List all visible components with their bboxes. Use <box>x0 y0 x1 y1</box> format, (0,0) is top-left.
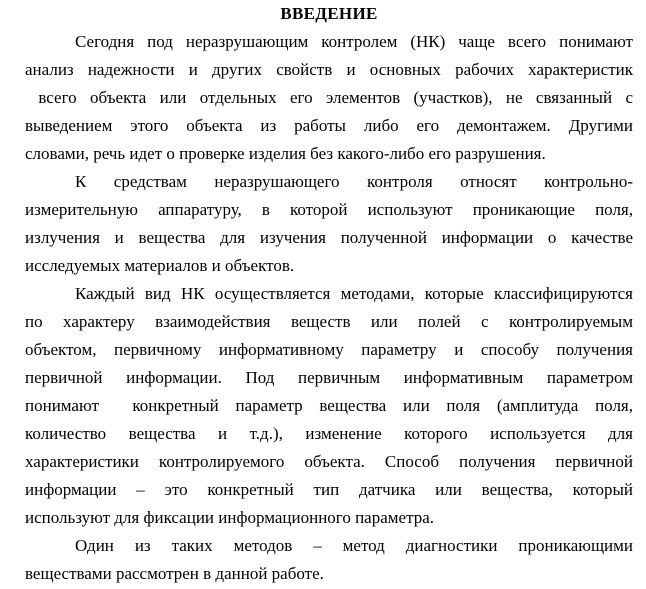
paragraph <box>25 168 633 280</box>
paragraph <box>25 28 633 168</box>
text-line: характеристики контролируемого объекта. Способ получения первичной <box>25 452 633 471</box>
paragraph <box>25 532 633 588</box>
page-title: ВВЕДЕНИЕ <box>280 4 378 23</box>
text-line: измерительную аппаратуру, в которой используют проникающие поля, <box>25 200 633 219</box>
text-line: анализ надежности и других свойств и основных рабочих характеристик <box>25 60 633 79</box>
document-body <box>25 28 633 588</box>
text-line: объектом, первичному информативному параметру и способу получения <box>25 340 633 359</box>
text-line: всего объекта или отдельных его элементов (участков), не связанный с <box>25 88 633 107</box>
text-line: понимают конкретный параметр вещества или поля (амплитуда поля, <box>25 396 633 415</box>
text-line: веществами рассмотрен в данной работе. <box>25 564 324 583</box>
paragraph <box>25 280 633 532</box>
text-line: информации – это конкретный тип датчика или вещества, который <box>25 480 633 499</box>
text-line: количество вещества и т.д.), изменение которого используется для <box>25 424 633 443</box>
text-line: используют для фиксации информационного параметра. <box>25 508 435 527</box>
text-line: исследуемых материалов и объектов. <box>25 256 295 275</box>
text-line: по характеру взаимодействия веществ или полей с контролируемым <box>25 312 633 331</box>
text-line: выведением этого объекта из работы либо его демонтажем. Другими <box>25 116 633 135</box>
text-line: излучения и вещества для изучения полученной информации о качестве <box>25 228 633 247</box>
text-line: Каждый вид НК осуществляется методами, которые классифицируются <box>75 284 633 303</box>
text-line: первичной информации. Под первичным информативным параметром <box>25 368 633 387</box>
text-line: словами, речь идет о проверке изделия без какого-либо его разрушения. <box>25 144 546 163</box>
text-line: Один из таких методов – метод диагностики проникающими <box>75 536 633 555</box>
text-line: Сегодня под неразрушающим контролем (НК) чаще всего понимают <box>75 32 633 51</box>
text-line: К средствам неразрушающего контроля относят контрольно- <box>75 172 633 191</box>
